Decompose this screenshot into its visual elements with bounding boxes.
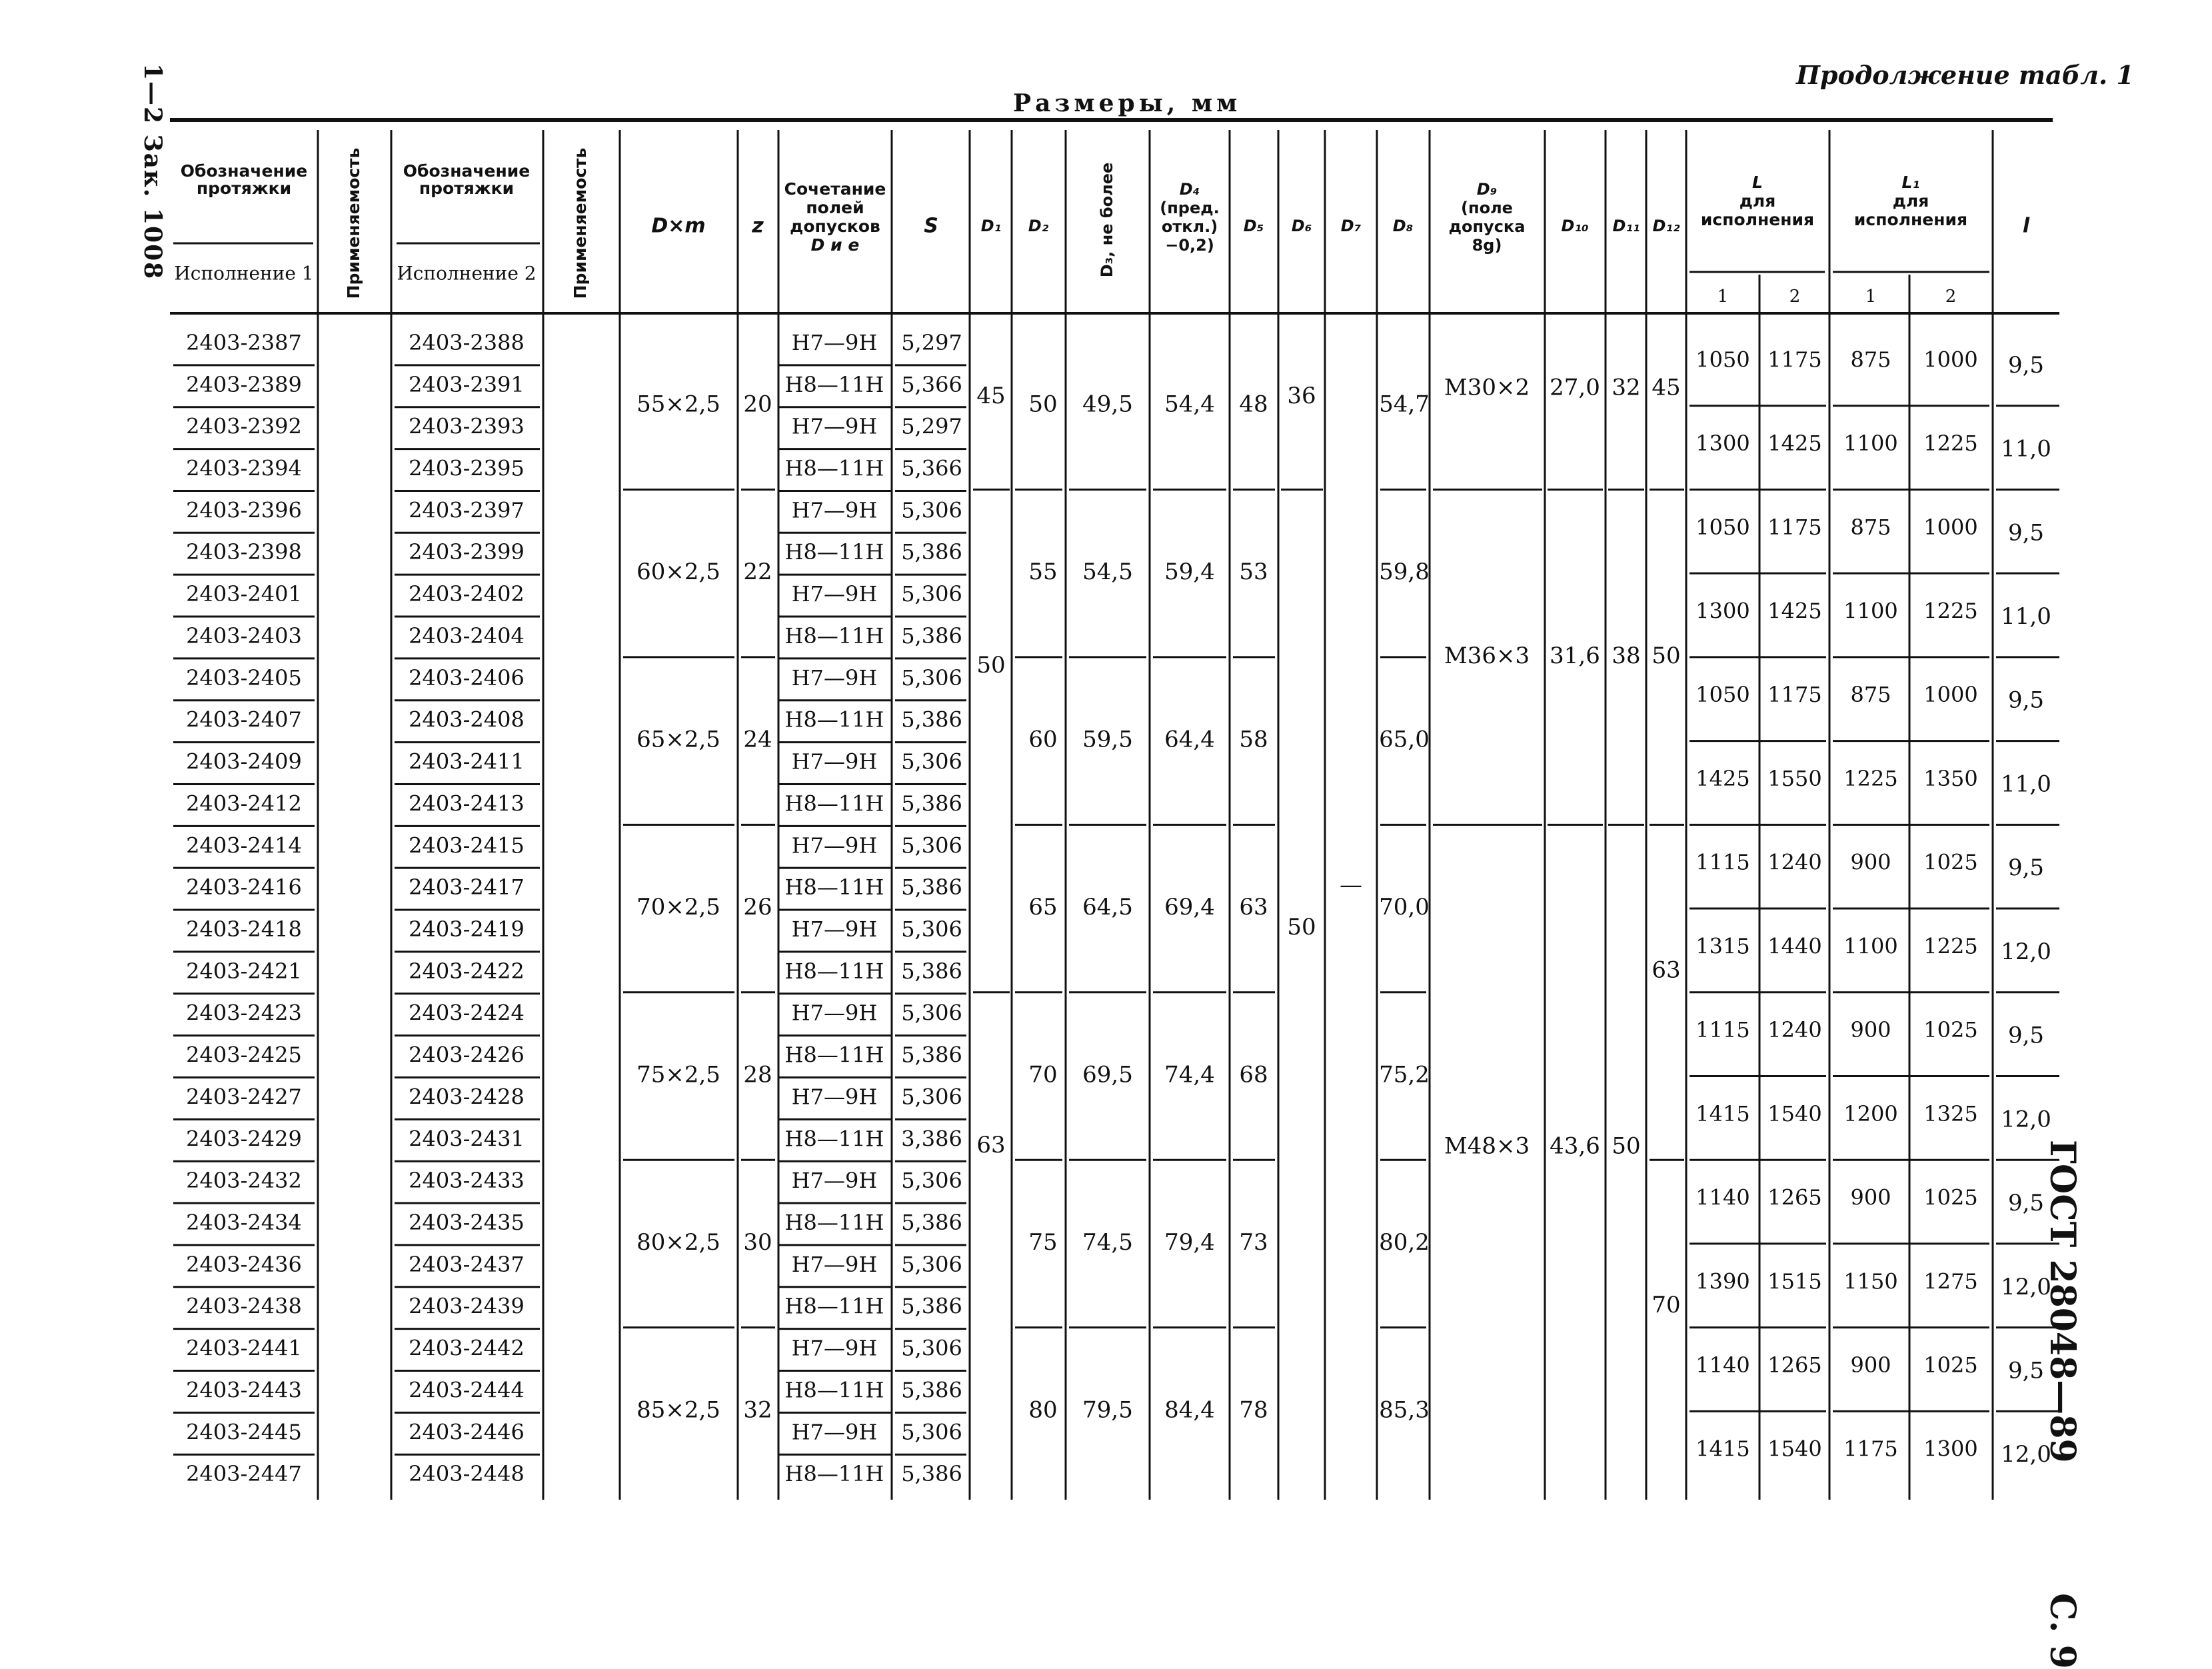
- header-z: z: [752, 214, 764, 238]
- L1-isp2-value: 1000: [1923, 514, 1978, 540]
- header-L: для: [1739, 191, 1776, 211]
- d12-value: 70: [1652, 1292, 1681, 1319]
- d9-value: М48×3: [1444, 1132, 1530, 1160]
- designation-isp2: 2403-2422: [409, 958, 525, 984]
- d5-value: 48: [1239, 391, 1268, 418]
- d5-value: 78: [1239, 1396, 1268, 1424]
- dxm-value: 60×2,5: [636, 559, 720, 586]
- L-isp2-value: 1550: [1767, 765, 1822, 791]
- l-value: 9,5: [2007, 519, 2045, 547]
- designation-isp2: 2403-2406: [409, 665, 525, 691]
- L1-isp1-value: 1225: [1843, 765, 1898, 791]
- header-primenyaemost-2: Применяемость: [570, 147, 590, 299]
- s-value: 5,297: [901, 413, 962, 439]
- designation-isp1: 2403-2392: [186, 413, 302, 439]
- header-d4: (пред.: [1160, 199, 1220, 217]
- tolerance-combination: Н8—11Н: [784, 455, 884, 481]
- L-isp1-value: 1425: [1695, 765, 1750, 791]
- d8-value: 80,2: [1379, 1228, 1430, 1256]
- l-value: 11,0: [2001, 771, 2051, 798]
- gost-number: ГОСТ 28048—89: [2042, 1140, 2083, 1463]
- designation-isp2: 2403-2428: [409, 1084, 525, 1110]
- dxm-value: 70×2,5: [636, 894, 720, 921]
- header-dxm: D×m: [651, 214, 706, 238]
- d3-value: 49,5: [1082, 391, 1133, 418]
- designation-isp2: 2403-2446: [409, 1419, 525, 1445]
- s-value: 3,386: [901, 1126, 962, 1152]
- d4-value: 64,4: [1164, 726, 1215, 753]
- s-value: 5,386: [901, 1461, 962, 1487]
- L-isp1-value: 1050: [1695, 347, 1750, 373]
- header-d12: D₁₂: [1652, 217, 1680, 235]
- L1-isp1-value: 900: [1850, 1184, 1891, 1210]
- d12-value: 50: [1652, 642, 1681, 669]
- designation-isp2: 2403-2439: [409, 1293, 525, 1319]
- designation-isp1: 2403-2398: [186, 539, 302, 565]
- designation-isp1: 2403-2438: [186, 1293, 302, 1319]
- d5-value: 53: [1239, 559, 1268, 586]
- header-primenyaemost-1: Применяемость: [344, 147, 363, 299]
- header-L1: исполнения: [1853, 210, 1968, 229]
- designation-isp2: 2403-2431: [409, 1126, 525, 1152]
- tolerance-combination: Н8—11Н: [784, 1042, 884, 1068]
- s-value: 5,386: [901, 1377, 962, 1403]
- header-L: исполнения: [1700, 210, 1815, 229]
- L-isp1-value: 1140: [1695, 1352, 1750, 1378]
- d5-value: 73: [1239, 1228, 1268, 1256]
- L1-isp1-value: 875: [1850, 347, 1891, 373]
- designation-isp2: 2403-2393: [409, 413, 525, 439]
- designation-isp1: 2403-2423: [186, 1000, 302, 1026]
- designation-isp1: 2403-2403: [186, 623, 302, 649]
- tolerance-combination: Н7—9Н: [791, 1000, 878, 1026]
- L1-isp1-value: 1200: [1843, 1100, 1898, 1126]
- L-isp1-value: 1415: [1695, 1436, 1750, 1462]
- d3-value: 59,5: [1082, 726, 1133, 753]
- tolerance-combination: Н8—11Н: [784, 1293, 884, 1319]
- designation-isp2: 2403-2388: [409, 329, 525, 355]
- L-isp1-value: 1315: [1695, 933, 1750, 959]
- l-value: 9,5: [2007, 1357, 2045, 1384]
- designation-isp2: 2403-2415: [409, 833, 525, 858]
- l-value: 9,5: [2007, 687, 2045, 714]
- s-value: 5,306: [901, 581, 962, 607]
- designation-isp2: 2403-2408: [409, 707, 525, 733]
- designation-isp1: 2403-2427: [186, 1084, 302, 1110]
- designation-isp2: 2403-2444: [409, 1377, 525, 1403]
- s-value: 5,306: [901, 1000, 962, 1026]
- header-d11: D₁₁: [1612, 217, 1640, 235]
- header-sub-2: 2: [1945, 287, 1957, 307]
- dxm-value: 85×2,5: [636, 1396, 720, 1424]
- d9-value: М30×2: [1444, 374, 1530, 401]
- z-value: 28: [743, 1061, 772, 1088]
- d8-value: 65,0: [1379, 726, 1430, 753]
- s-value: 5,306: [901, 665, 962, 691]
- L1-isp1-value: 1150: [1843, 1268, 1898, 1294]
- s-value: 5,386: [901, 874, 962, 900]
- designation-isp1: 2403-2416: [186, 874, 302, 900]
- dxm-value: 80×2,5: [636, 1228, 720, 1256]
- designation-isp1: 2403-2434: [186, 1209, 302, 1235]
- L1-isp1-value: 1175: [1843, 1436, 1898, 1462]
- tolerance-combination: Н8—11Н: [784, 958, 884, 984]
- L-isp1-value: 1140: [1695, 1184, 1750, 1210]
- tolerance-combination: Н8—11Н: [784, 623, 884, 649]
- L1-isp1-value: 1100: [1843, 933, 1898, 959]
- L1-isp2-value: 1025: [1923, 849, 1978, 875]
- L-isp2-value: 1175: [1767, 514, 1822, 540]
- z-value: 22: [743, 559, 772, 586]
- tolerance-combination: Н8—11Н: [784, 707, 884, 733]
- tolerance-combination: Н7—9Н: [791, 833, 878, 858]
- header-sub-1: 1: [1717, 287, 1729, 307]
- header-L: L: [1752, 173, 1763, 192]
- d5-value: 68: [1239, 1061, 1268, 1088]
- header-sochetanie: допусков: [790, 217, 880, 236]
- L-isp1-value: 1050: [1695, 514, 1750, 540]
- d3-value: 74,5: [1082, 1228, 1133, 1256]
- designation-isp2: 2403-2426: [409, 1042, 525, 1068]
- header-L1: для: [1892, 191, 1929, 211]
- d6-value: 36: [1287, 382, 1316, 409]
- L-isp1-value: 1415: [1695, 1100, 1750, 1126]
- tolerance-combination: Н7—9Н: [791, 1168, 878, 1194]
- L1-isp2-value: 1025: [1923, 1017, 1978, 1043]
- z-value: 20: [743, 391, 772, 418]
- L1-isp2-value: 1225: [1923, 431, 1978, 457]
- header-d9: (поле: [1461, 199, 1513, 217]
- s-value: 5,386: [901, 1293, 962, 1319]
- header-d5: D₅: [1243, 217, 1264, 235]
- header-d1: D₁: [980, 217, 1002, 235]
- tolerance-combination: Н8—11Н: [784, 874, 884, 900]
- header-sub-2: 2: [1789, 287, 1801, 307]
- d2-value: 50: [1028, 391, 1058, 418]
- l-value: 11,0: [2001, 603, 2051, 631]
- L1-isp2-value: 1350: [1923, 765, 1978, 791]
- L-isp1-value: 1115: [1695, 1017, 1750, 1043]
- header-oboznachenie-1: Обозначение: [180, 161, 308, 181]
- designation-isp2: 2403-2424: [409, 1000, 525, 1026]
- tolerance-combination: Н8—11Н: [784, 1209, 884, 1235]
- d2-value: 55: [1028, 559, 1058, 586]
- L-isp2-value: 1175: [1767, 347, 1822, 373]
- tolerance-combination: Н8—11Н: [784, 791, 884, 817]
- d10-value: 27,0: [1550, 374, 1600, 401]
- d8-value: 54,7: [1379, 391, 1430, 418]
- L1-isp1-value: 900: [1850, 1017, 1891, 1043]
- header-oboznachenie-2: протяжки: [419, 179, 515, 198]
- tolerance-combination: Н8—11Н: [784, 1461, 884, 1487]
- header-d9: допуска: [1448, 217, 1526, 236]
- L-isp2-value: 1515: [1767, 1268, 1822, 1294]
- l-value: 9,5: [2007, 854, 2045, 882]
- L-isp2-value: 1540: [1767, 1436, 1822, 1462]
- L1-isp2-value: 1025: [1923, 1352, 1978, 1378]
- L1-isp1-value: 1100: [1843, 431, 1898, 457]
- header-sochetanie: полей: [806, 198, 864, 217]
- d4-value: 74,4: [1164, 1061, 1215, 1088]
- l-value: 12,0: [2001, 1106, 2051, 1133]
- designation-isp2: 2403-2442: [409, 1335, 525, 1361]
- dxm-value: 65×2,5: [636, 726, 720, 753]
- sizes-caption: Размеры, мм: [1013, 89, 1242, 117]
- s-value: 5,306: [901, 1419, 962, 1445]
- l-value: 12,0: [2001, 1441, 2051, 1468]
- table-continuation-label: Продолжение табл. 1: [1796, 60, 2134, 90]
- tolerance-combination: Н7—9Н: [791, 413, 878, 439]
- d4-value: 54,4: [1164, 391, 1215, 418]
- d12-value: 45: [1652, 374, 1681, 401]
- d2-value: 60: [1028, 726, 1058, 753]
- tolerance-combination: Н8—11Н: [784, 1126, 884, 1152]
- L-isp2-value: 1175: [1767, 682, 1822, 708]
- L-isp2-value: 1425: [1767, 598, 1822, 624]
- header-d9: D₉: [1476, 180, 1498, 199]
- s-value: 5,386: [901, 1042, 962, 1068]
- tolerance-combination: Н7—9Н: [791, 1084, 878, 1110]
- tolerance-combination: Н7—9Н: [791, 329, 878, 355]
- l-value: 9,5: [2007, 351, 2045, 379]
- header-d2: D₂: [1028, 217, 1049, 235]
- d8-value: 75,2: [1379, 1061, 1430, 1088]
- l-value: 9,5: [2007, 1022, 2045, 1049]
- s-value: 5,366: [901, 455, 962, 481]
- header-d3: D₃, не более: [1098, 162, 1116, 278]
- d6-value: 50: [1287, 914, 1316, 941]
- header-sub-1: 1: [1865, 287, 1877, 307]
- designation-isp2: 2403-2399: [409, 539, 525, 565]
- header-s: S: [924, 214, 938, 238]
- tolerance-combination: Н7—9Н: [791, 665, 878, 691]
- header-d8: D₈: [1392, 217, 1414, 235]
- d4-value: 69,4: [1164, 894, 1215, 921]
- d2-value: 80: [1028, 1396, 1058, 1424]
- header-d4: D₄: [1179, 180, 1200, 199]
- designation-isp2: 2403-2433: [409, 1168, 525, 1194]
- designation-isp1: 2403-2418: [186, 916, 302, 942]
- s-value: 5,306: [901, 833, 962, 858]
- designation-isp1: 2403-2414: [186, 833, 302, 858]
- d3-value: 69,5: [1082, 1061, 1133, 1088]
- L1-isp2-value: 1025: [1923, 1184, 1978, 1210]
- d1-value: 50: [976, 651, 1006, 679]
- designation-isp1: 2403-2401: [186, 581, 302, 607]
- d3-value: 79,5: [1082, 1396, 1133, 1424]
- header-l: l: [2022, 214, 2030, 238]
- d1-value: 63: [976, 1132, 1006, 1159]
- L-isp2-value: 1240: [1767, 1017, 1822, 1043]
- tolerance-combination: Н7—9Н: [791, 1251, 878, 1277]
- header-d7: D₇: [1340, 217, 1362, 235]
- designation-isp2: 2403-2402: [409, 581, 525, 607]
- L-isp2-value: 1240: [1767, 849, 1822, 875]
- d9-value: М36×3: [1444, 642, 1530, 669]
- L1-isp2-value: 1000: [1923, 682, 1978, 708]
- d5-value: 58: [1239, 726, 1268, 753]
- d4-value: 59,4: [1164, 559, 1215, 586]
- L1-isp2-value: 1225: [1923, 933, 1978, 959]
- L1-isp2-value: 1275: [1923, 1268, 1978, 1294]
- d11-value: 32: [1612, 374, 1641, 401]
- designation-isp2: 2403-2397: [409, 497, 525, 523]
- header-oboznachenie-1: протяжки: [196, 179, 292, 198]
- tolerance-combination: Н7—9Н: [791, 497, 878, 523]
- z-value: 24: [743, 726, 772, 753]
- L1-isp1-value: 875: [1850, 514, 1891, 540]
- d3-value: 64,5: [1082, 894, 1133, 921]
- d8-value: 85,3: [1379, 1396, 1430, 1424]
- z-value: 32: [743, 1396, 772, 1424]
- d11-value: 38: [1612, 642, 1641, 669]
- designation-isp1: 2403-2389: [186, 371, 302, 397]
- header-oboznachenie-2: Обозначение: [403, 161, 531, 181]
- tolerance-combination: Н7—9Н: [791, 916, 878, 942]
- L1-isp1-value: 900: [1850, 1352, 1891, 1378]
- L1-isp2-value: 1225: [1923, 598, 1978, 624]
- d1-value: 45: [976, 382, 1006, 409]
- header-d4: откл.): [1161, 217, 1218, 236]
- d11-value: 50: [1612, 1132, 1641, 1160]
- L-isp1-value: 1115: [1695, 849, 1750, 875]
- designation-isp1: 2403-2405: [186, 665, 302, 691]
- L-isp2-value: 1425: [1767, 431, 1822, 457]
- designation-isp1: 2403-2421: [186, 958, 302, 984]
- s-value: 5,306: [901, 1251, 962, 1277]
- designation-isp1: 2403-2412: [186, 791, 302, 817]
- s-value: 5,386: [901, 539, 962, 565]
- d7-value: —: [1340, 872, 1362, 899]
- L-isp2-value: 1540: [1767, 1100, 1822, 1126]
- s-value: 5,386: [901, 1209, 962, 1235]
- tolerance-combination: Н7—9Н: [791, 749, 878, 775]
- header-ispolnenie-1: Исполнение 1: [174, 262, 314, 285]
- d8-value: 59,8: [1379, 559, 1430, 586]
- designation-isp1: 2403-2409: [186, 749, 302, 775]
- L-isp1-value: 1300: [1695, 431, 1750, 457]
- dxm-value: 75×2,5: [636, 1061, 720, 1088]
- header-d9: 8g): [1472, 236, 1502, 255]
- designation-isp2: 2403-2404: [409, 623, 525, 649]
- designation-isp1: 2403-2443: [186, 1377, 302, 1403]
- header-L1: L₁: [1901, 173, 1920, 192]
- designation-isp2: 2403-2411: [409, 749, 525, 775]
- d2-value: 65: [1028, 894, 1058, 921]
- s-value: 5,306: [901, 1168, 962, 1194]
- page-number: С. 9: [2042, 1593, 2083, 1669]
- s-value: 5,386: [901, 958, 962, 984]
- designation-isp1: 2403-2407: [186, 707, 302, 733]
- designation-isp2: 2403-2417: [409, 874, 525, 900]
- dxm-value: 55×2,5: [636, 391, 720, 418]
- L1-isp1-value: 900: [1850, 849, 1891, 875]
- L-isp1-value: 1300: [1695, 598, 1750, 624]
- d2-value: 70: [1028, 1061, 1058, 1088]
- L-isp2-value: 1265: [1767, 1184, 1822, 1210]
- designation-isp1: 2403-2432: [186, 1168, 302, 1194]
- l-value: 12,0: [2001, 938, 2051, 965]
- d10-value: 31,6: [1550, 642, 1600, 669]
- d5-value: 63: [1239, 894, 1268, 921]
- l-value: 9,5: [2007, 1190, 2045, 1217]
- l-value: 11,0: [2001, 435, 2051, 463]
- L-isp1-value: 1390: [1695, 1268, 1750, 1294]
- designation-isp1: 2403-2429: [186, 1126, 302, 1152]
- header-d4: −0,2): [1165, 236, 1214, 255]
- L1-isp2-value: 1325: [1923, 1100, 1978, 1126]
- d10-value: 43,6: [1550, 1132, 1600, 1160]
- l-value: 12,0: [2001, 1273, 2051, 1300]
- L1-isp2-value: 1300: [1923, 1436, 1978, 1462]
- header-d10: D₁₀: [1561, 217, 1589, 235]
- s-value: 5,306: [901, 1335, 962, 1361]
- designation-isp1: 2403-2436: [186, 1251, 302, 1277]
- d4-value: 79,4: [1164, 1228, 1215, 1256]
- header-ispolnenie-2: Исполнение 2: [397, 262, 537, 285]
- designation-isp1: 2403-2447: [186, 1461, 302, 1487]
- tolerance-combination: Н8—11Н: [784, 539, 884, 565]
- designation-isp2: 2403-2435: [409, 1209, 525, 1235]
- L1-isp1-value: 1100: [1843, 598, 1898, 624]
- z-value: 30: [743, 1228, 772, 1256]
- L-isp2-value: 1265: [1767, 1352, 1822, 1378]
- s-value: 5,306: [901, 1084, 962, 1110]
- d12-value: 63: [1652, 956, 1681, 984]
- designation-isp1: 2403-2394: [186, 455, 302, 481]
- s-value: 5,306: [901, 497, 962, 523]
- designation-isp2: 2403-2413: [409, 791, 525, 817]
- header-d6: D₆: [1291, 217, 1312, 235]
- L-isp1-value: 1050: [1695, 682, 1750, 708]
- designation-isp2: 2403-2448: [409, 1461, 525, 1487]
- designation-isp2: 2403-2395: [409, 455, 525, 481]
- s-value: 5,306: [901, 916, 962, 942]
- header-sochetanie: Сочетание: [784, 179, 886, 199]
- designation-isp2: 2403-2391: [409, 371, 525, 397]
- tolerance-combination: Н7—9Н: [791, 1419, 878, 1445]
- tolerance-combination: Н8—11Н: [784, 1377, 884, 1403]
- s-value: 5,306: [901, 749, 962, 775]
- s-value: 5,386: [901, 707, 962, 733]
- L1-isp2-value: 1000: [1923, 347, 1978, 373]
- L-isp2-value: 1440: [1767, 933, 1822, 959]
- designation-isp1: 2403-2445: [186, 1419, 302, 1445]
- s-value: 5,386: [901, 623, 962, 649]
- s-value: 5,386: [901, 791, 962, 817]
- designation-isp1: 2403-2441: [186, 1335, 302, 1361]
- d8-value: 70,0: [1379, 894, 1430, 921]
- tolerance-combination: Н8—11Н: [784, 371, 884, 397]
- s-value: 5,297: [901, 329, 962, 355]
- L1-isp1-value: 875: [1850, 682, 1891, 708]
- designation-isp1: 2403-2387: [186, 329, 302, 355]
- s-value: 5,366: [901, 371, 962, 397]
- designation-isp1: 2403-2396: [186, 497, 302, 523]
- tolerance-combination: Н7—9Н: [791, 581, 878, 607]
- designation-isp1: 2403-2425: [186, 1042, 302, 1068]
- header-sochetanie: D и e: [810, 235, 860, 255]
- d4-value: 84,4: [1164, 1396, 1215, 1424]
- d2-value: 75: [1028, 1228, 1058, 1256]
- z-value: 26: [743, 894, 772, 921]
- tolerance-combination: Н7—9Н: [791, 1335, 878, 1361]
- d3-value: 54,5: [1082, 559, 1133, 586]
- designation-isp2: 2403-2419: [409, 916, 525, 942]
- designation-isp2: 2403-2437: [409, 1251, 525, 1277]
